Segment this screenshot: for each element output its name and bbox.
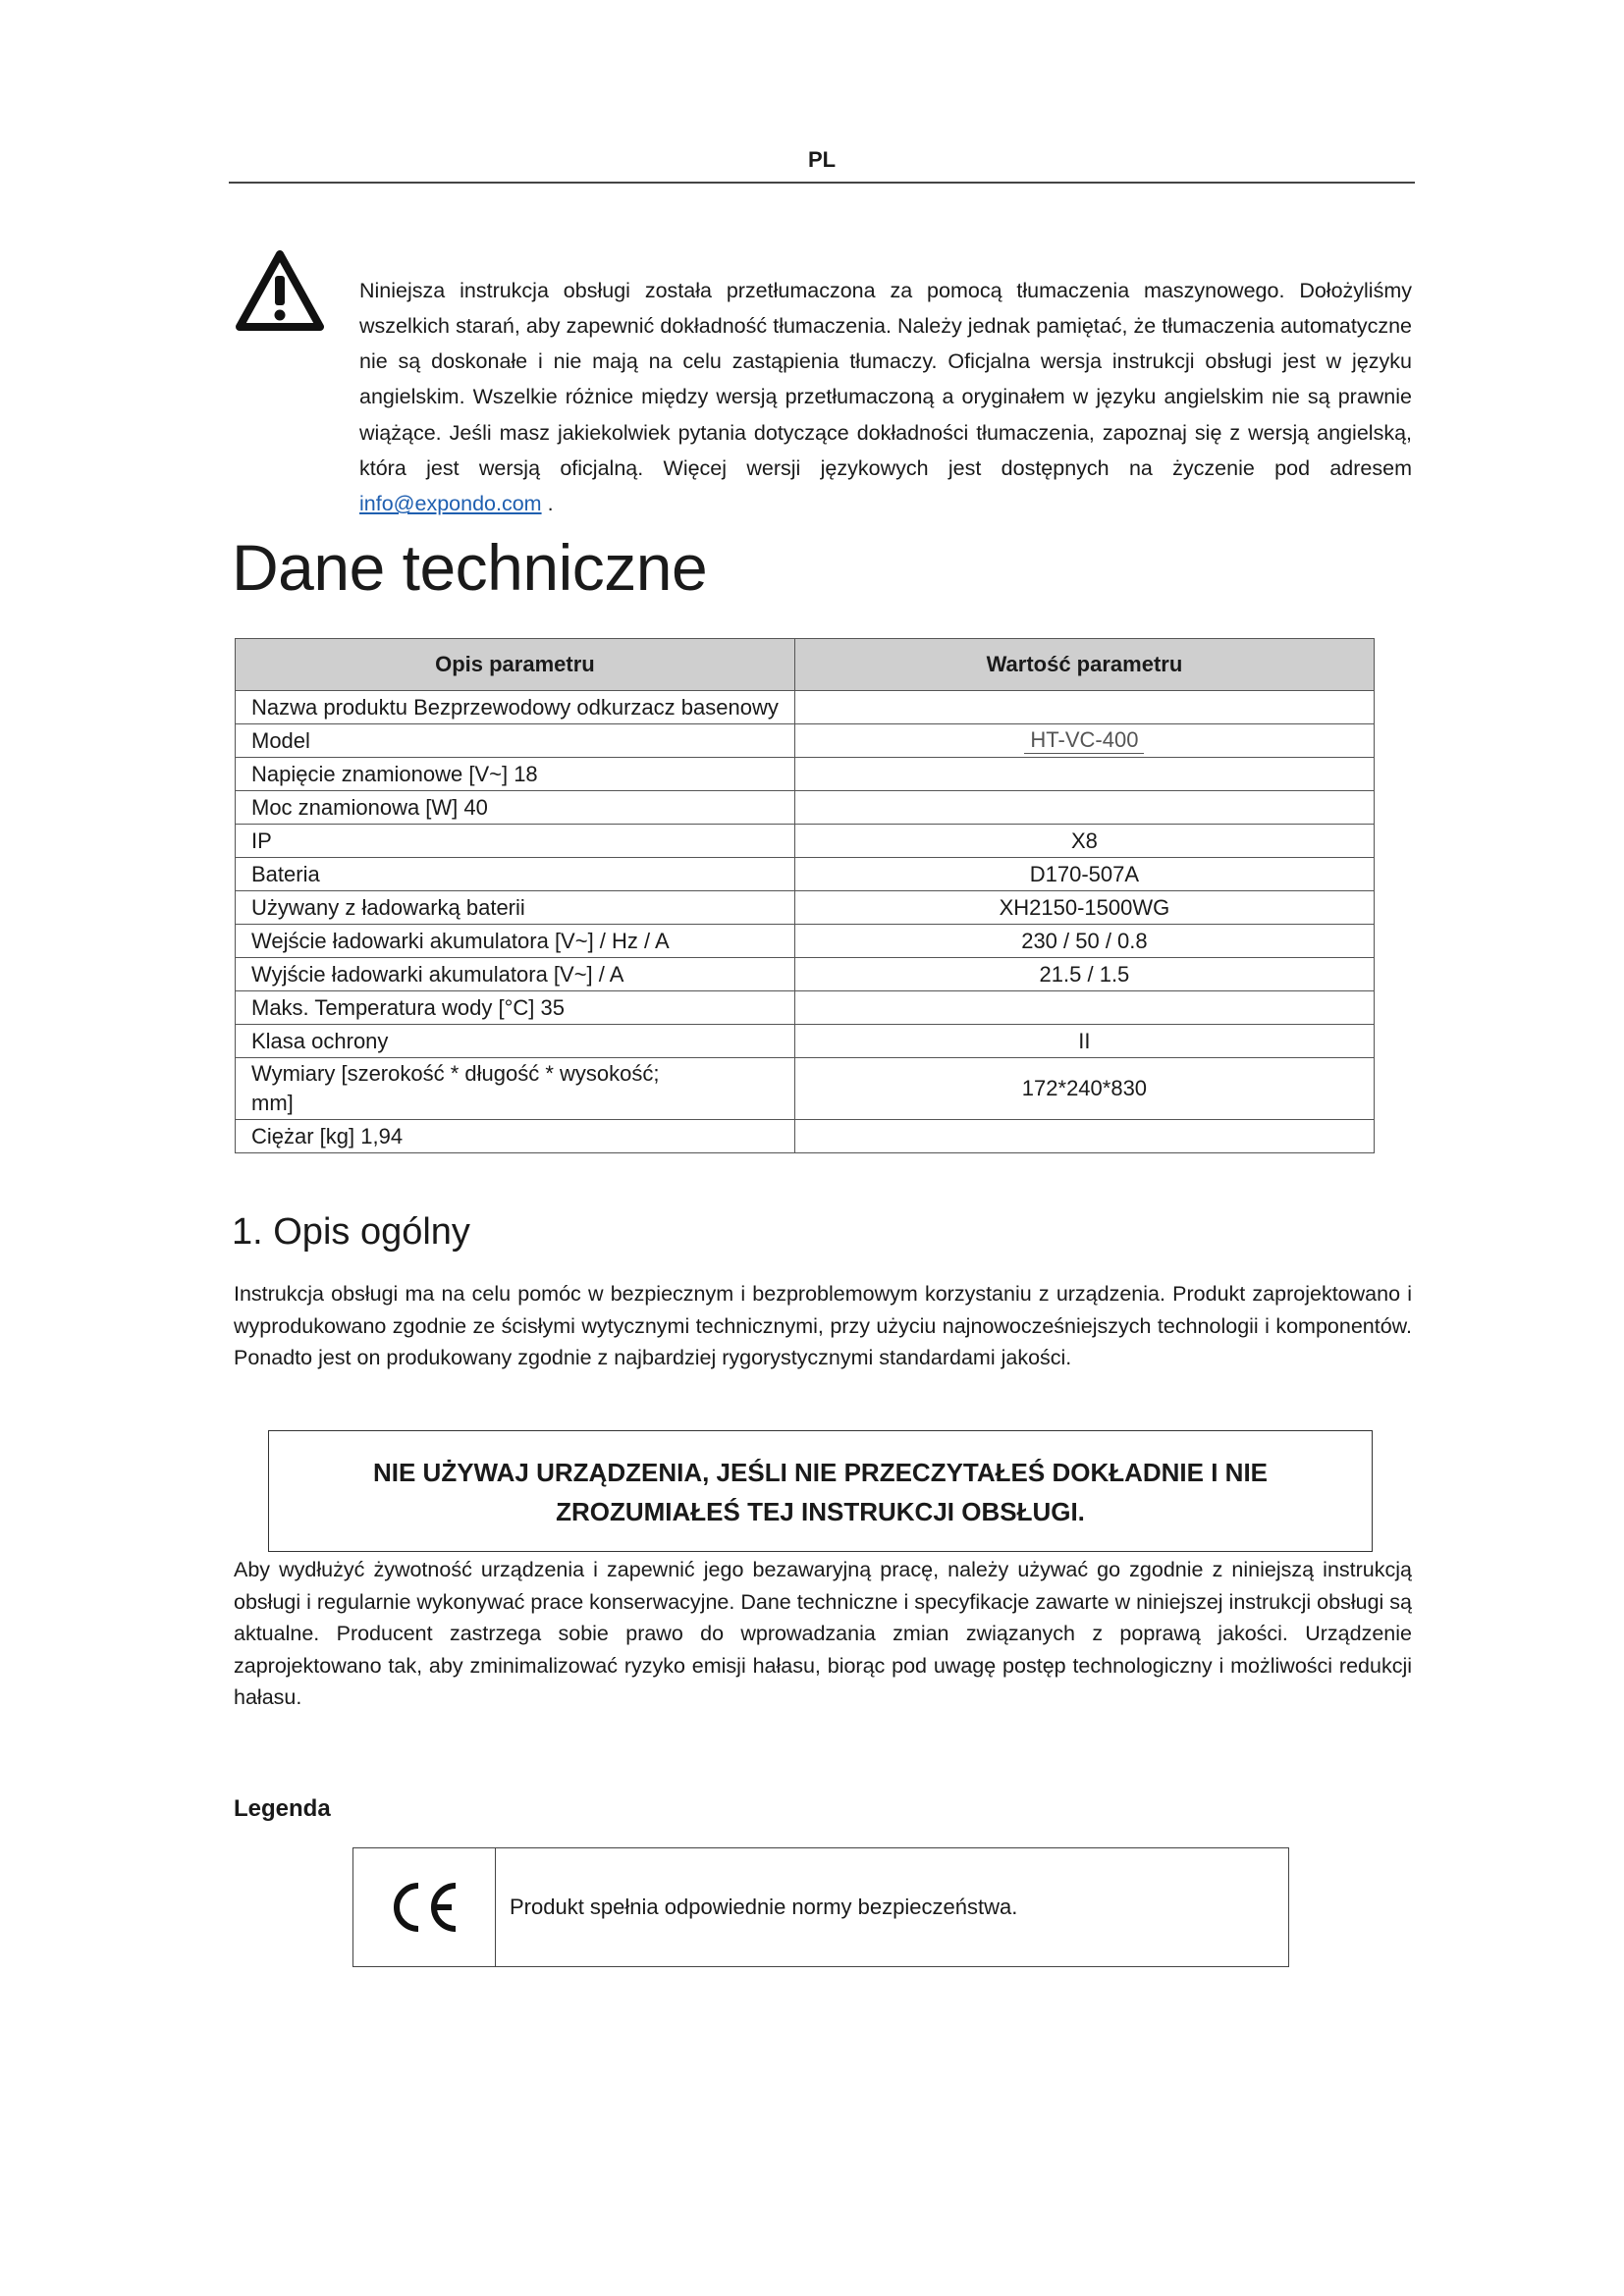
param-name: Wymiary [szerokość * długość * wysokość; mm]: [236, 1058, 795, 1120]
param-value: [794, 1120, 1374, 1153]
param-value: 230 / 50 / 0.8: [794, 925, 1374, 958]
param-value: [794, 758, 1374, 791]
param-value: [794, 791, 1374, 825]
legend-symbol-cell: [353, 1848, 496, 1966]
warning-box: [268, 1430, 1373, 1552]
table-row: [236, 724, 1375, 758]
language-code: PL: [807, 147, 837, 172]
param-name: Moc znamionowa [W] 40: [236, 791, 795, 825]
param-name: Klasa ochrony: [236, 1025, 795, 1058]
legend-table: [352, 1847, 1289, 1967]
param-name: IP: [236, 825, 795, 858]
param-value: II: [794, 1025, 1374, 1058]
column-header: Opis parametru: [236, 639, 795, 691]
param-name: Napięcie znamionowe [V~] 18: [236, 758, 795, 791]
column-header: Wartość parametru: [794, 639, 1374, 691]
legend-title: Legenda: [234, 1795, 331, 1822]
param-name: Model: [236, 724, 795, 758]
table-row: [236, 958, 1375, 991]
general-description-title: 1. Opis ogólny: [232, 1211, 470, 1253]
translation-notice: Niniejsza instrukcja obsługi została przetłumaczona za pomocą tłumaczenia maszynowego. Dołożyliśmy wszelkich starań, aby zapewnić dokładność tłumaczenia. Należy jednak pamiętać, że tłumaczenia automatyczne nie są doskonałe i nie mają na celu zastąpienia tłumaczy. Oficjalna wersja instrukcji obsługi jest w języku angielskim. Wszelkie różnice między wersją przetłumaczoną a oryginałem w języku angielskim nie są prawnie wiążące. Jeśli masz jakiekolwiek pytania dotyczące dokładności tłumaczenia, zapoznaj się z wersją angielską, która jest wersją oficjalną. Więcej wersji językowych jest dostępnych na życzenie pod adresem info@expondo.com .: [359, 278, 1412, 516]
table-row: [236, 1058, 1375, 1120]
legend-description: Produkt spełnia odpowiednie normy bezpieczeństwa.: [510, 1895, 1018, 1919]
table-row: [236, 758, 1375, 791]
email-link[interactable]: info@expondo.com: [359, 492, 542, 516]
param-name: Wyjście ładowarki akumulatora [V~] / A: [236, 958, 795, 991]
table-header-row: [236, 639, 1375, 691]
param-name: Używany z ładowarką baterii: [236, 891, 795, 925]
param-name: Wejście ładowarki akumulatora [V~] / Hz / A: [236, 925, 795, 958]
model-value: HT-VC-400: [1024, 727, 1144, 754]
section-title: Dane techniczne: [232, 531, 708, 604]
table-row: [236, 691, 1375, 724]
table-row: [236, 1025, 1375, 1058]
param-value: [794, 724, 1374, 758]
param-value: D170-507A: [794, 858, 1374, 891]
table-row: [236, 1120, 1375, 1153]
warning-text: NIE UŻYWAJ URZĄDZENIA, JEŚLI NIE PRZECZYTAŁEŚ DOKŁADNIE I NIE ZROZUMIAŁEŚ TEJ INSTRUKCJI OBSŁUGI.: [372, 1458, 1269, 1526]
page-header: [229, 142, 1415, 184]
param-value: X8: [794, 825, 1374, 858]
param-value: [794, 691, 1374, 724]
ce-mark-icon: [385, 1878, 463, 1937]
param-name: Bateria: [236, 858, 795, 891]
table-row: [236, 891, 1375, 925]
table-row: [236, 825, 1375, 858]
param-value: XH2150-1500WG: [794, 891, 1374, 925]
param-name: Ciężar [kg] 1,94: [236, 1120, 795, 1153]
specs-table: [235, 638, 1375, 1153]
maintenance-paragraph: Aby wydłużyć żywotność urządzenia i zapewnić jego bezawaryjną pracę, należy używać go zgodnie z niniejszą instrukcją obsługi i regularnie wykonywać prace konserwacyjne. Dane techniczne i specyfikacje zawarte w niniejszej instrukcji obsługi są aktualne. Producent zastrzega sobie prawo do wprowadzania zmian związanych z poprawą jakości. Urządzenie zaprojektowano tak, aby zminimalizować ryzyko emisji hałasu, biorąc pod uwagę postęp technologiczny i możliwości redukcji hałasu.: [234, 1558, 1412, 1709]
general-description-paragraph: Instrukcja obsługi ma na celu pomóc w bezpiecznym i bezproblemowym korzystaniu z urządzenia. Produkt zaprojektowano i wyprodukowano zgodnie ze ścisłymi wytycznymi technicznymi, przy użyciu najnowocześniejszych technologii i komponentów. Ponadto jest on produkowany zgodnie z najbardziej rygorystycznymi standardami jakości.: [234, 1282, 1412, 1369]
param-value: [794, 991, 1374, 1025]
warning-triangle-icon: [236, 250, 324, 331]
table-row: [236, 991, 1375, 1025]
table-row: [236, 858, 1375, 891]
table-row: [236, 791, 1375, 825]
param-name: Maks. Temperatura wody [°C] 35: [236, 991, 795, 1025]
param-value: 172*240*830: [794, 1058, 1374, 1120]
table-row: [236, 925, 1375, 958]
param-value: 21.5 / 1.5: [794, 958, 1374, 991]
param-name: Nazwa produktu Bezprzewodowy odkurzacz basenowy: [236, 691, 795, 724]
